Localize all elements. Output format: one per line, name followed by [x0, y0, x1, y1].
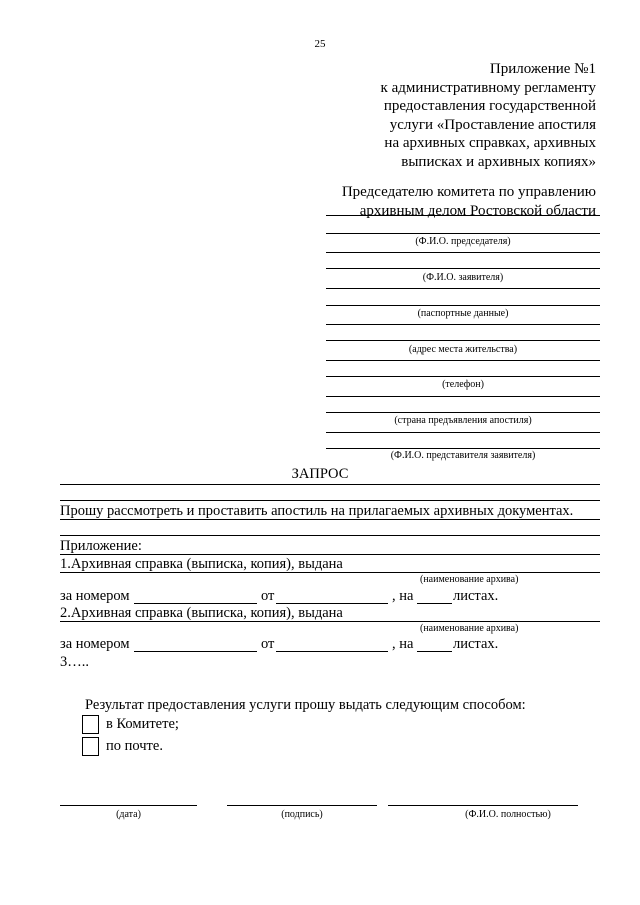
committee-option-label: в Комитете; — [106, 716, 179, 732]
archive-name-caption: (наименование архива) — [420, 623, 519, 634]
attachment-heading: Приложение: — [60, 538, 142, 554]
number-prefix: за номером — [60, 636, 130, 652]
sheets-prefix: , на — [392, 588, 414, 604]
request-text: Прошу рассмотреть и проставить апостиль на прилагаемых архивных документах. — [60, 503, 574, 519]
sheets-prefix: , на — [392, 636, 414, 652]
appendix-line: услуги «Проставление апостиля — [389, 116, 596, 133]
attachment-item-label: 2.Архивная справка (выписка, копия), выдана — [60, 605, 343, 621]
date-signature-caption: (дата) — [116, 809, 141, 820]
passport-caption: (паспортные данные) — [417, 308, 509, 319]
passport-line[interactable] — [326, 305, 600, 306]
chairman-name-line[interactable] — [326, 233, 600, 234]
form-rule — [60, 554, 600, 555]
date-blank[interactable] — [276, 603, 388, 604]
addressee-line: архивным делом Ростовской области — [359, 202, 596, 219]
sheets-blank[interactable] — [417, 651, 452, 652]
signature-line[interactable] — [227, 805, 377, 806]
representative-name-line[interactable] — [326, 448, 600, 449]
date-prefix: от — [261, 588, 275, 604]
applicant-name-caption: (Ф.И.О. заявителя) — [422, 272, 504, 283]
address-line[interactable] — [326, 340, 600, 341]
document-title: ЗАПРОС — [291, 466, 349, 482]
date-blank[interactable] — [276, 651, 388, 652]
full-name-signature-line[interactable] — [388, 805, 578, 806]
attachment-item-label: 1.Архивная справка (выписка, копия), выдана — [60, 556, 343, 572]
phone-line[interactable] — [326, 376, 600, 377]
field-separator — [326, 360, 600, 361]
form-rule — [60, 500, 600, 501]
archive-name-line[interactable] — [60, 572, 600, 573]
signature-caption: (подпись) — [281, 809, 323, 820]
representative-name-caption: (Ф.И.О. представителя заявителя) — [390, 450, 536, 461]
attachment-more: 3….. — [60, 654, 89, 670]
applicant-name-line[interactable] — [326, 268, 600, 269]
page-number: 25 — [314, 38, 326, 50]
number-blank[interactable] — [134, 603, 257, 604]
number-blank[interactable] — [134, 651, 257, 652]
full-name-signature-caption: (Ф.И.О. полностью) — [465, 809, 551, 820]
appendix-header — [381, 60, 596, 171]
appendix-line: Приложение №1 — [489, 61, 596, 77]
appendix-line: на архивных справках, архивных — [384, 135, 596, 151]
field-separator — [326, 396, 600, 397]
field-separator — [326, 252, 600, 253]
field-separator — [326, 324, 600, 325]
field-separator — [326, 432, 600, 433]
phone-caption: (телефон) — [442, 379, 484, 390]
number-prefix: за номером — [60, 588, 130, 604]
sheets-blank[interactable] — [417, 603, 452, 604]
date-signature-line[interactable] — [60, 805, 197, 806]
chairman-name-caption: (Ф.И.О. председателя) — [415, 236, 511, 247]
result-prompt: Результат предоставления услуги прошу выдать следующим способом: — [85, 697, 526, 713]
addressee-line: Председателю комитета по управлению — [341, 184, 596, 200]
form-rule — [60, 519, 600, 520]
form-rule — [60, 535, 600, 536]
appendix-line: предоставления государственной — [383, 98, 596, 114]
appendix-line: выписках и архивных копиях» — [401, 153, 596, 170]
archive-name-caption: (наименование архива) — [420, 574, 519, 585]
form-rule — [60, 484, 600, 485]
addressee-underline — [326, 215, 600, 216]
committee-checkbox[interactable] — [82, 715, 99, 734]
field-separator — [326, 288, 600, 289]
date-prefix: от — [261, 636, 275, 652]
appendix-line: к административному регламенту — [380, 79, 596, 96]
mail-option-label: по почте. — [106, 738, 163, 754]
address-caption: (адрес места жительства) — [408, 344, 518, 355]
apostille-country-line[interactable] — [326, 412, 600, 413]
mail-checkbox[interactable] — [82, 737, 99, 756]
apostille-country-caption: (страна предъявления апостиля) — [394, 415, 532, 426]
archive-name-line[interactable] — [60, 621, 600, 622]
sheets-suffix: листах. — [453, 636, 499, 652]
sheets-suffix: листах. — [453, 588, 499, 604]
